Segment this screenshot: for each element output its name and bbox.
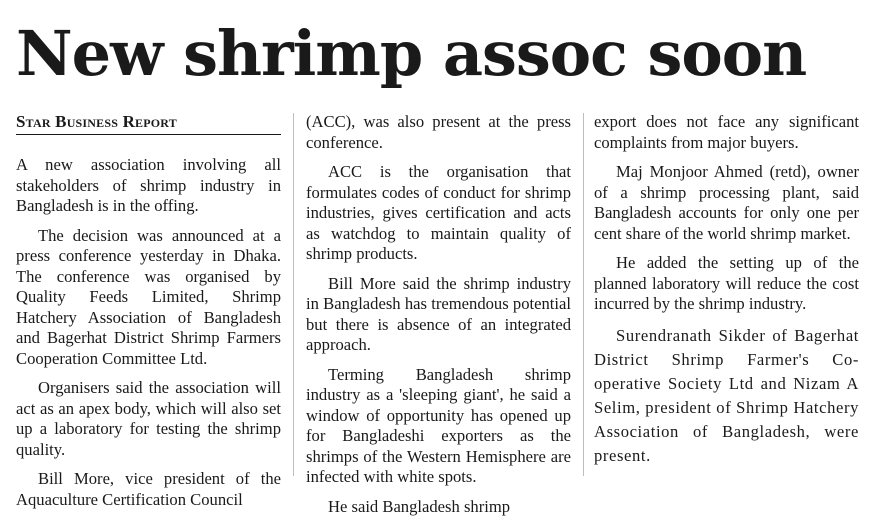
paragraph: (ACC), was also present at the press conference.	[306, 112, 571, 153]
article-column-3	[594, 112, 859, 476]
paragraph: Maj Monjoor Ahmed (retd), owner of a shrimp processing plant, said Bangladesh accounts for only one per cent share of the world shrimp market.	[594, 162, 859, 244]
article-column-2	[306, 112, 571, 476]
article-column-1	[16, 112, 281, 476]
paragraph: He said Bangladesh shrimp	[306, 497, 571, 517]
byline: Star Business Report	[16, 112, 281, 135]
paragraph: A new association involving all stakeholders of shrimp industry in Bangladesh is in the offing.	[16, 155, 281, 217]
paragraph: Bill More said the shrimp industry in Bangladesh has tremendous potential but there is absence of an integrated approach.	[306, 274, 571, 356]
paragraph: export does not face any significant complaints from major buyers.	[594, 112, 859, 153]
headline: New shrimp assoc soon	[16, 14, 876, 94]
paragraph: Surendranath Sikder of Bagerhat District Shrimp Farmer's Co-operative Society Ltd and Nizam A Selim, president of Shrimp Hatchery Association of Bangladesh, were present.	[594, 324, 859, 468]
paragraph: ACC is the organisation that formulates codes of conduct for shrimp industries, gives certification and acts as watchdog to maintain quality of shrimp products.	[306, 162, 571, 265]
column-divider	[583, 113, 584, 476]
paragraph: Organisers said the association will act as an apex body, which will also set up a laboratory for testing the shrimp quality.	[16, 378, 281, 460]
paragraph: Bill More, vice president of the Aquaculture Certification Council	[16, 469, 281, 510]
column-divider	[293, 113, 294, 476]
paragraph: Terming Bangladesh shrimp industry as a 'sleeping giant', he said a window of opportunity has opened up for Bangladeshi exporters as the shrimps of the Western Hemisphere are infected with white spots.	[306, 365, 571, 488]
paragraph: The decision was announced at a press conference yesterday in Dhaka. The conference was organised by Quality Feeds Limited, Shrimp Hatchery Association of Bangladesh and Bagerhat District Shrimp Farmers Cooperation Committee Ltd.	[16, 226, 281, 370]
paragraph: He added the setting up of the planned laboratory will reduce the cost incurred by the shrimp industry.	[594, 253, 859, 315]
